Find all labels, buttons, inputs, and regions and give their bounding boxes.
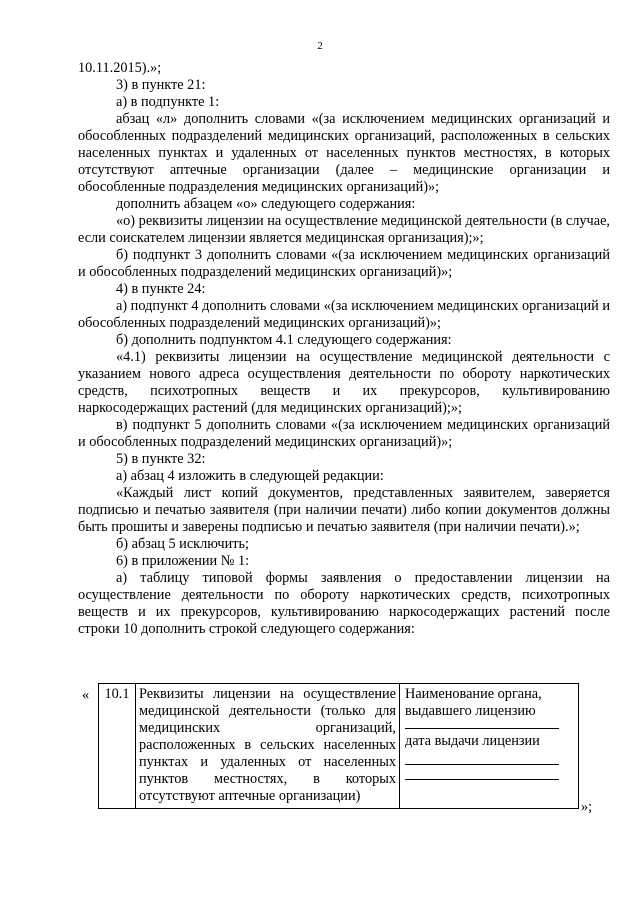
issuing-authority-label: Наименование органа, выдавшего лицензию [405,686,542,719]
paragraph: 4) в пункте 24: [116,281,206,297]
paragraph: 5) в пункте 32: [116,451,206,467]
blank-line [405,750,559,765]
paragraph: 10.11.2015).»; [78,60,162,76]
paragraph: б) дополнить подпунктом 4.1 следующего содержания: [116,332,452,348]
document-body [78,60,610,638]
cell-spacer [405,780,573,806]
paragraph: а) в подпункте 1: [116,94,220,110]
blank-line [405,765,559,780]
page-number: 2 [317,40,323,52]
inserted-table [98,683,579,809]
paragraph: б) абзац 5 исключить; [116,536,249,552]
blank-line [405,724,559,729]
paragraph: б) подпункт 3 дополнить словами «(за исключением медицинских организаций и обособленных подразделений медицинских организаций)»; [78,247,610,280]
paragraph: абзац «л» дополнить словами «(за исключением медицинских организаций и обособленных подразделений медицинских организаций, расположенных в сельских населенных пунктах и удаленных от населенных пунктов местностях, в которых отсутствуют аптечные организации (далее – медицинские организации и обособленные подразделения медицинских организаций)»; [78,111,610,195]
fields-cell [400,684,579,809]
paragraph: а) таблицу типовой формы заявления о предоставлении лицензии на осуществление деятельности по обороту наркотических средств, психотропных веществ и их прекурсоров, культивированию наркосодержащих растений после строки 10 дополнить строкой следующего содержания: [78,570,610,637]
paragraph: «Каждый лист копий документов, представленных заявителем, заверяется подписью и печатью заявителя (при наличии печати) либо копии документов должны быть прошиты и заверены подписью и печатью заявителя (при наличии печати).»; [78,485,610,535]
issue-date-label: дата выдачи лицензии [405,733,540,749]
paragraph: а) подпункт 4 дополнить словами «(за исключением медицинских организаций и обособленных подразделений медицинских организаций)»; [78,298,610,331]
description-cell: Реквизиты лицензии на осуществление медицинской деятельности (только для медицинских организаций, расположенных в сельских населенных пунктах и удаленных от населенных пунктов местностях, в которых отсутствуют аптечные организации) [136,684,400,809]
paragraph: 3) в пункте 21: [116,77,206,93]
table-row [99,684,579,809]
row-number-cell: 10.1 [99,684,136,809]
open-quote: « [82,687,90,703]
paragraph: в) подпункт 5 дополнить словами «(за исключением медицинских организаций и обособленных подразделений медицинских организаций)»; [78,417,610,450]
inserted-table-block [78,683,610,823]
paragraph: дополнить абзацем «о» следующего содержания: [116,196,416,212]
paragraph: «о) реквизиты лицензии на осуществление медицинской деятельности (в случае, если соискателем лицензии является медицинская организация);»; [78,213,610,246]
paragraph: 6) в приложении № 1: [116,553,250,569]
paragraph: «4.1) реквизиты лицензии на осуществление медицинской деятельности с указанием нового адреса осуществления деятельности по обороту наркотических средств, психотропных веществ и их прекурсоров, культивированию наркосодержащих растений (для медицинских организаций);»; [78,349,610,416]
paragraph: а) абзац 4 изложить в следующей редакции: [116,468,384,484]
close-quote: »; [581,799,593,815]
